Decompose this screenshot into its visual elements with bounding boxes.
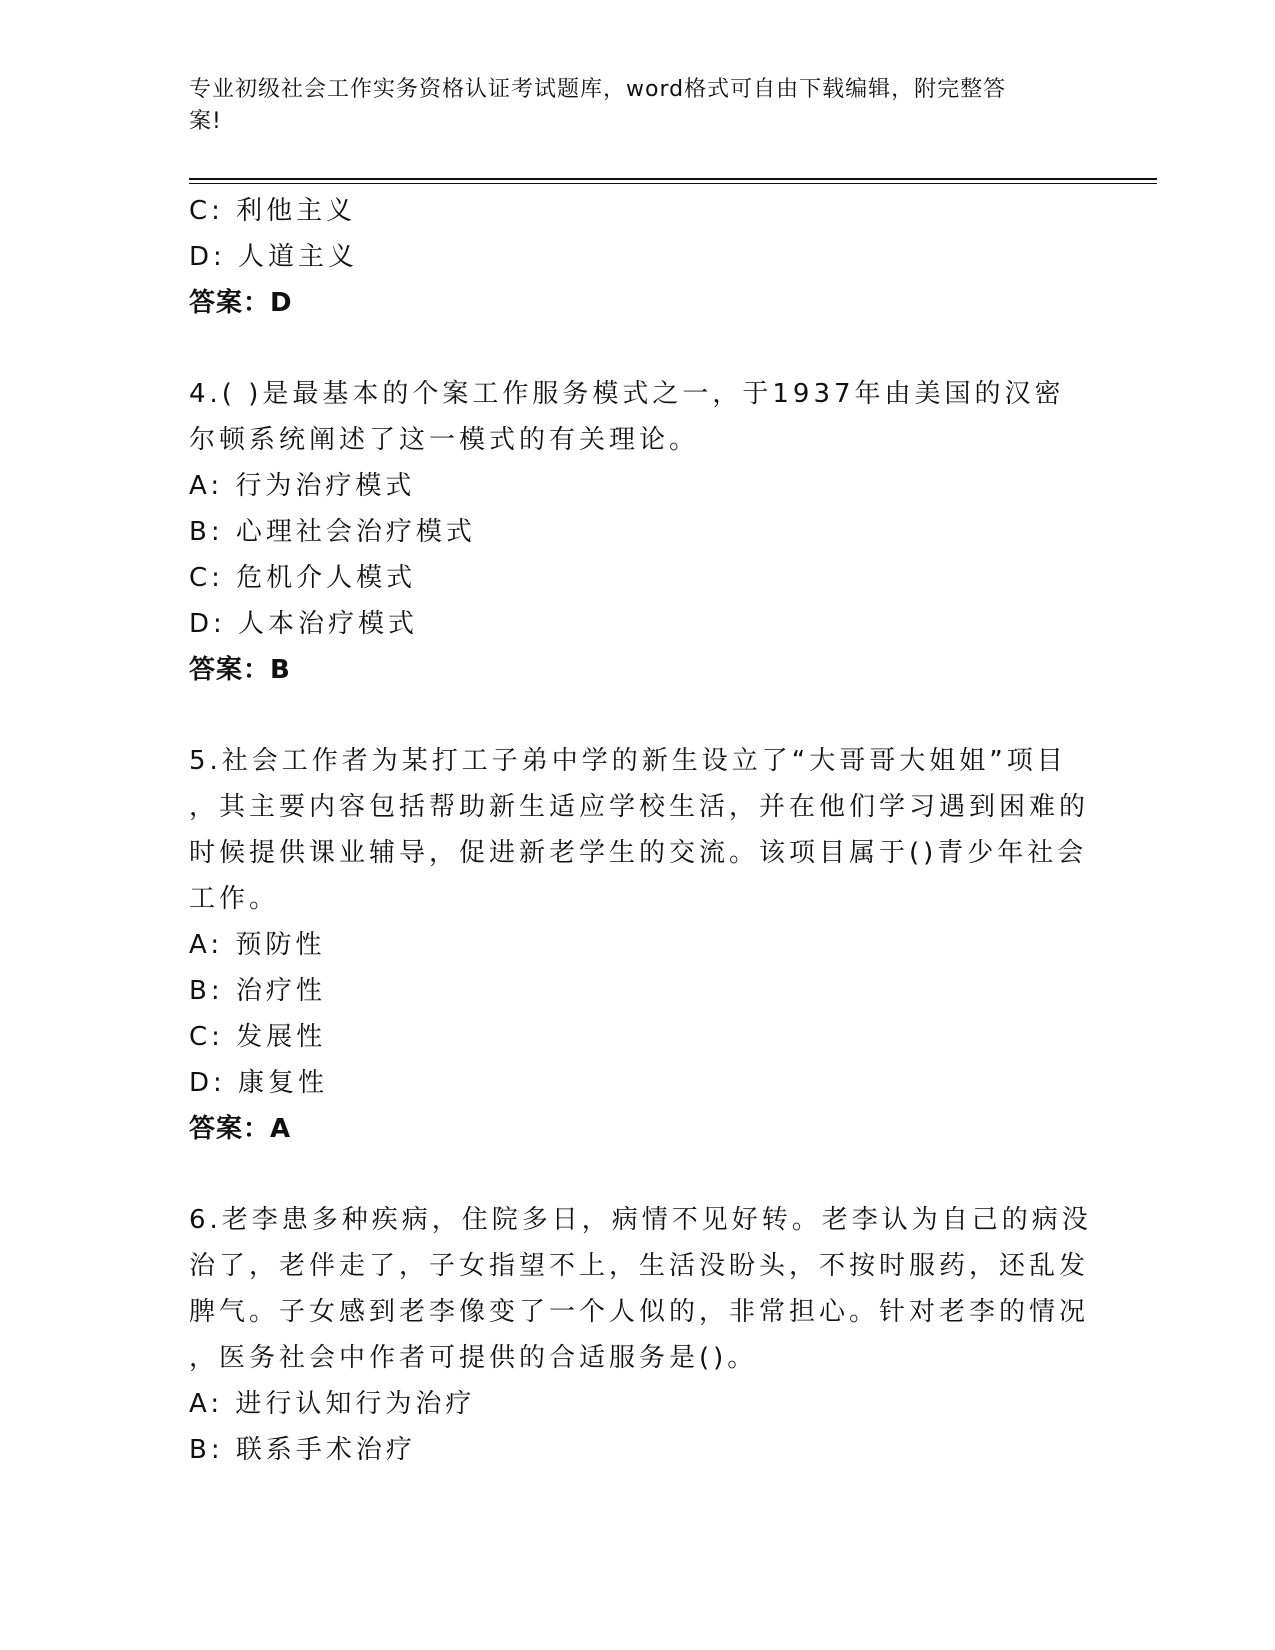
option: B: 治疗性 <box>189 976 326 1006</box>
question-text: 4.( )是最基本的个案工作服务模式之一，于1937年由美国的汉密 <box>189 379 1065 409</box>
answer: 答案：A <box>189 1114 292 1144</box>
option: C: 发展性 <box>189 1022 327 1052</box>
option: A: 行为治疗模式 <box>189 471 416 501</box>
question-text: ，其主要内容包括帮助新生适应学校生活，并在他们学习遇到困难的 <box>189 792 1090 822</box>
option: B: 心理社会治疗模式 <box>189 517 476 547</box>
option: A: 预防性 <box>189 930 326 960</box>
spacer <box>189 326 1069 371</box>
option: A: 进行认知行为治疗 <box>189 1389 476 1419</box>
question <box>189 371 1069 693</box>
question-text: 尔顿系统阐述了这一模式的有关理论。 <box>189 425 700 455</box>
question-text: 脾气。子女感到老李像变了一个人似的，非常担心。针对老李的情况 <box>189 1297 1090 1327</box>
header-divider-thin <box>189 183 1157 184</box>
question-text: 6.老李患多种疾病，住院多日，病情不见好转。老李认为自己的病没 <box>189 1205 1092 1235</box>
option: D: 康复性 <box>189 1068 329 1098</box>
answer: 答案：B <box>189 655 291 685</box>
option: C: 危机介人模式 <box>189 563 417 593</box>
spacer <box>189 1152 1069 1197</box>
option: D: 人本治疗模式 <box>189 609 419 639</box>
document-header <box>189 74 1069 138</box>
option: C: 利他主义 <box>189 196 357 226</box>
option: D: 人道主义 <box>189 242 359 272</box>
header-divider <box>189 178 1157 180</box>
question <box>189 1197 1092 1473</box>
header-line: 专业初级社会工作实务资格认证考试题库，word格式可自由下载编辑，附完整答 <box>189 77 1007 102</box>
question-text: 治了，老伴走了，子女指望不上，生活没盼头，不按时服药，还乱发 <box>189 1251 1090 1281</box>
question-text: 工作。 <box>189 884 280 914</box>
header-line: 案! <box>189 109 222 134</box>
question <box>189 738 1090 1152</box>
option: B: 联系手术治疗 <box>189 1435 416 1465</box>
question-text: ，医务社会中作者可提供的合适服务是()。 <box>189 1343 758 1373</box>
document-body <box>189 188 1092 1473</box>
spacer <box>189 693 1069 738</box>
question-text: 5.社会工作者为某打工子弟中学的新生设立了“大哥哥大姐姐”项目 <box>189 746 1067 776</box>
question-text: 时候提供课业辅导，促进新老学生的交流。该项目属于()青少年社会 <box>189 838 1088 868</box>
answer: 答案：D <box>189 288 293 318</box>
